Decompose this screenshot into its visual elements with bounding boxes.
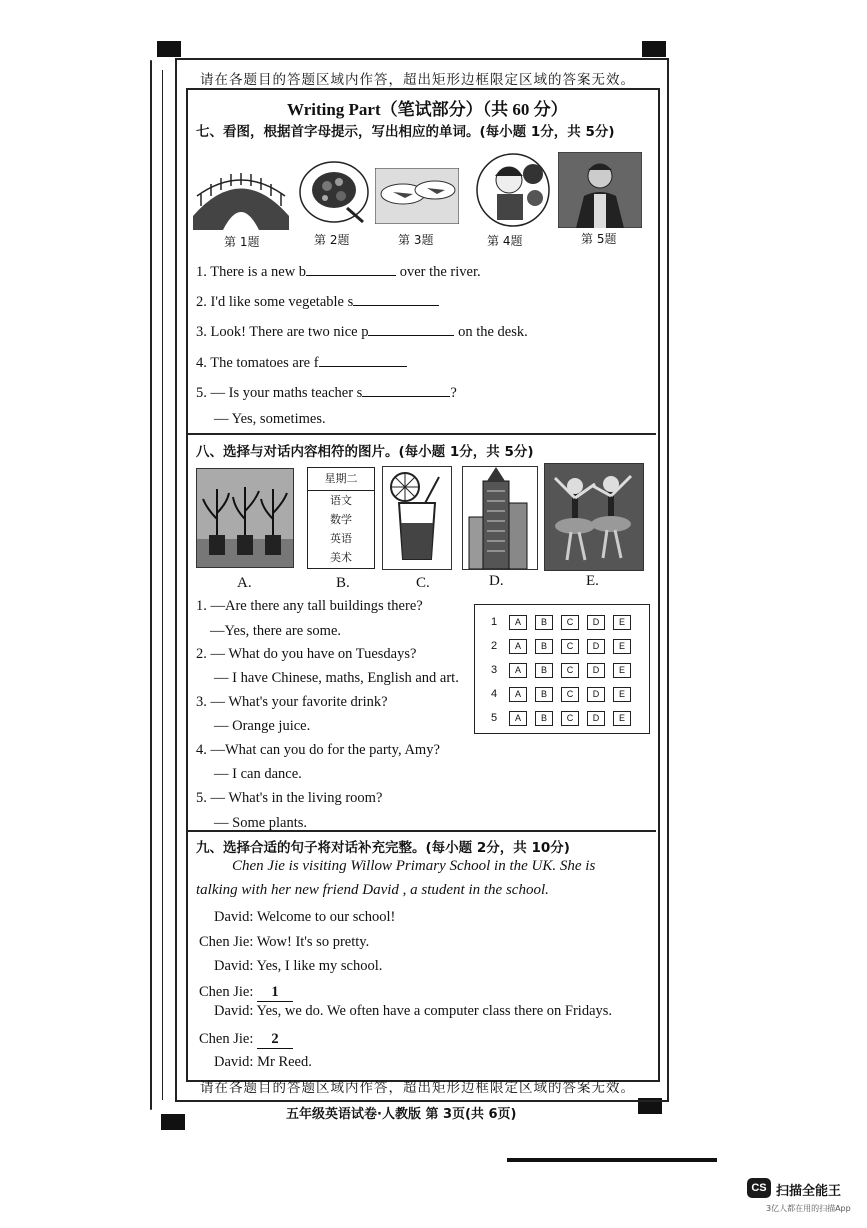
section9-intro-line-2: talking with her new friend David , a student in the school.	[196, 882, 549, 898]
section-divider-8-9	[186, 830, 656, 832]
dialogue-line-5	[214, 1003, 612, 1020]
answer-option-a[interactable]: A	[509, 663, 527, 678]
answer-area-notice-bottom: 请在各题目的答题区域内作答，超出矩形边框限定区域的答案无效。	[200, 1080, 635, 1096]
picture-salad	[297, 152, 371, 226]
dialogue-text: Yes, we do. We often have a computer class there on Fridays.	[253, 1003, 613, 1019]
picture-e-dancers	[544, 463, 644, 571]
question-text: 3. Look! There are two nice p	[196, 324, 369, 340]
answer-option-c[interactable]: C	[561, 687, 579, 702]
picture-caption-5: 第 5题	[581, 232, 617, 246]
answer-blank-5[interactable]	[362, 382, 450, 397]
answer-blank-2[interactable]	[353, 291, 439, 306]
dialogue-line-3	[214, 958, 382, 975]
dialogue-line-1	[214, 909, 395, 926]
answer-option-b[interactable]: B	[535, 639, 553, 654]
option-letter-a: A.	[237, 575, 252, 591]
picture-bridge	[193, 166, 289, 230]
answer-option-d[interactable]: D	[587, 615, 605, 630]
answer-row-number: 1	[491, 616, 498, 628]
answer-sheet	[474, 604, 650, 734]
answer-option-b[interactable]: B	[535, 615, 553, 630]
binding-line-inner	[162, 70, 163, 1100]
registration-mark-top-left	[157, 41, 181, 57]
option-letter-e: E.	[586, 573, 599, 589]
speaker-label: David:	[214, 1003, 254, 1019]
answer-row-number: 2	[491, 640, 498, 652]
timetable-subject: 美术	[330, 551, 352, 564]
section7-question-5-reply: — Yes, sometimes.	[214, 411, 326, 427]
option-letter-c: C.	[416, 575, 430, 591]
answer-option-b[interactable]: B	[535, 663, 553, 678]
section7-question-5	[196, 382, 457, 402]
picture-girl-fruit	[475, 150, 551, 228]
answer-option-e[interactable]: E	[613, 687, 631, 702]
answer-option-a[interactable]: A	[509, 687, 527, 702]
answer-option-c[interactable]: C	[561, 639, 579, 654]
dialogue-line-6	[199, 1031, 293, 1049]
picture-caption-4: 第 4题	[487, 234, 523, 248]
dialogue-4-answer: — I can dance.	[214, 766, 302, 782]
answer-blank-1[interactable]	[306, 261, 396, 276]
dialogue-line-2	[199, 934, 369, 951]
question-text: 5. — Is your maths teacher s	[196, 385, 363, 401]
dialogue-1-answer: —Yes, there are some.	[210, 623, 342, 639]
section9-title: 九、选择合适的句子将对话补充完整。(每小题 2分，共 10分)	[196, 840, 570, 856]
answer-option-b[interactable]: B	[535, 711, 553, 726]
picture-d-tall-buildings	[462, 466, 538, 570]
answer-option-a[interactable]: A	[509, 639, 527, 654]
timetable-day: 星期二	[308, 468, 374, 491]
speaker-label: Chen Jie:	[199, 934, 254, 950]
answer-blank-9-2[interactable]: 2	[257, 1031, 293, 1049]
picture-caption-3: 第 3题	[398, 233, 434, 247]
picture-caption-1: 第 1题	[224, 235, 260, 249]
picture-a-plants	[196, 468, 294, 568]
scan-line	[507, 1158, 717, 1162]
binding-line-outer	[150, 60, 152, 1110]
answer-option-b[interactable]: B	[535, 687, 553, 702]
answer-option-e[interactable]: E	[613, 711, 631, 726]
writing-part-title: Writing Part（笔试部分）（共 60 分）	[287, 100, 568, 119]
dialogue-2-answer: — I have Chinese, maths, English and art.	[214, 670, 459, 686]
section7-question-4	[196, 352, 407, 372]
dialogue-line-7	[214, 1054, 312, 1071]
picture-c-orange-juice	[382, 466, 452, 570]
dialogue-2-question: 2. — What do you have on Tuesdays?	[196, 646, 417, 662]
dialogue-3-question: 3. — What's your favorite drink?	[196, 694, 388, 710]
answer-option-d[interactable]: D	[587, 639, 605, 654]
question-text-end: over the river.	[396, 264, 481, 280]
picture-b-timetable	[307, 467, 375, 569]
answer-option-c[interactable]: C	[561, 711, 579, 726]
answer-row-number: 4	[491, 688, 498, 700]
question-text: 1. There is a new b	[196, 264, 307, 280]
speaker-label: David:	[214, 958, 254, 974]
timetable-subject: 英语	[330, 532, 352, 545]
dialogue-text: Welcome to our school!	[253, 909, 396, 925]
question-text-end: on the desk.	[454, 324, 528, 340]
dialogue-4-question: 4. —What can you do for the party, Amy?	[196, 742, 440, 758]
answer-option-d[interactable]: D	[587, 663, 605, 678]
section8-title: 八、选择与对话内容相符的图片。(每小题 1分，共 5分)	[196, 444, 534, 460]
section7-title: 七、看图，根据首字母提示，写出相应的单词。(每小题 1分，共 5分)	[196, 124, 615, 140]
answer-blank-3[interactable]	[368, 321, 454, 336]
answer-row-number: 3	[491, 664, 498, 676]
speaker-label: Chen Jie:	[199, 1031, 254, 1047]
registration-mark-top-right	[642, 41, 666, 57]
option-letter-b: B.	[336, 575, 350, 591]
section7-question-1	[196, 261, 481, 281]
answer-option-d[interactable]: D	[587, 687, 605, 702]
app-tagline: 3亿人都在用的扫描App	[766, 1204, 851, 1213]
answer-blank-4[interactable]	[319, 352, 407, 367]
speaker-label: David:	[214, 1054, 254, 1070]
dialogue-5-question: 5. — What's in the living room?	[196, 790, 383, 806]
question-text: 2. I'd like some vegetable s	[196, 294, 354, 310]
speaker-label: David:	[214, 909, 254, 925]
dialogue-5-answer: — Some plants.	[214, 815, 308, 831]
answer-blank-9-1[interactable]: 1	[257, 984, 293, 1002]
answer-row-number: 5	[491, 712, 498, 724]
picture-plates	[375, 168, 459, 224]
section9-intro-line-1: Chen Jie is visiting Willow Primary School in the UK. She is	[232, 858, 596, 874]
section-divider-7-8	[186, 433, 656, 435]
answer-option-c[interactable]: C	[561, 663, 579, 678]
option-letter-d: D.	[489, 573, 504, 589]
answer-option-e[interactable]: E	[613, 663, 631, 678]
answer-option-c[interactable]: C	[561, 615, 579, 630]
timetable-subject: 语文	[330, 494, 352, 507]
picture-caption-2: 第 2题	[314, 233, 350, 247]
app-badge-icon: CS	[747, 1178, 771, 1198]
section7-question-2	[196, 291, 439, 311]
answer-option-d[interactable]: D	[587, 711, 605, 726]
page-footer: 五年级英语试卷·人教版 第 3页(共 6页)	[286, 1107, 517, 1122]
answer-option-e[interactable]: E	[613, 639, 631, 654]
answer-option-a[interactable]: A	[509, 615, 527, 630]
answer-option-e[interactable]: E	[613, 615, 631, 630]
timetable-subject: 数学	[330, 513, 352, 526]
question-text-end: ?	[450, 385, 457, 401]
dialogue-text: Wow! It's so pretty.	[253, 934, 370, 950]
answer-area-notice-top: 请在各题目的答题区域内作答，超出矩形边框限定区域的答案无效。	[200, 72, 635, 88]
dialogue-text: Mr Reed.	[253, 1054, 312, 1070]
answer-option-a[interactable]: A	[509, 711, 527, 726]
registration-mark-bottom-left	[161, 1114, 185, 1130]
dialogue-1-question: 1. —Are there any tall buildings there?	[196, 598, 423, 614]
picture-man	[558, 152, 642, 228]
section7-question-3	[196, 321, 528, 341]
speaker-label: Chen Jie:	[199, 984, 254, 1000]
dialogue-line-4	[199, 984, 293, 1002]
app-name: 扫描全能王	[776, 1184, 842, 1199]
question-text: 4. The tomatoes are f	[196, 355, 319, 371]
dialogue-text: Yes, I like my school.	[253, 958, 383, 974]
dialogue-3-answer: — Orange juice.	[214, 718, 311, 734]
